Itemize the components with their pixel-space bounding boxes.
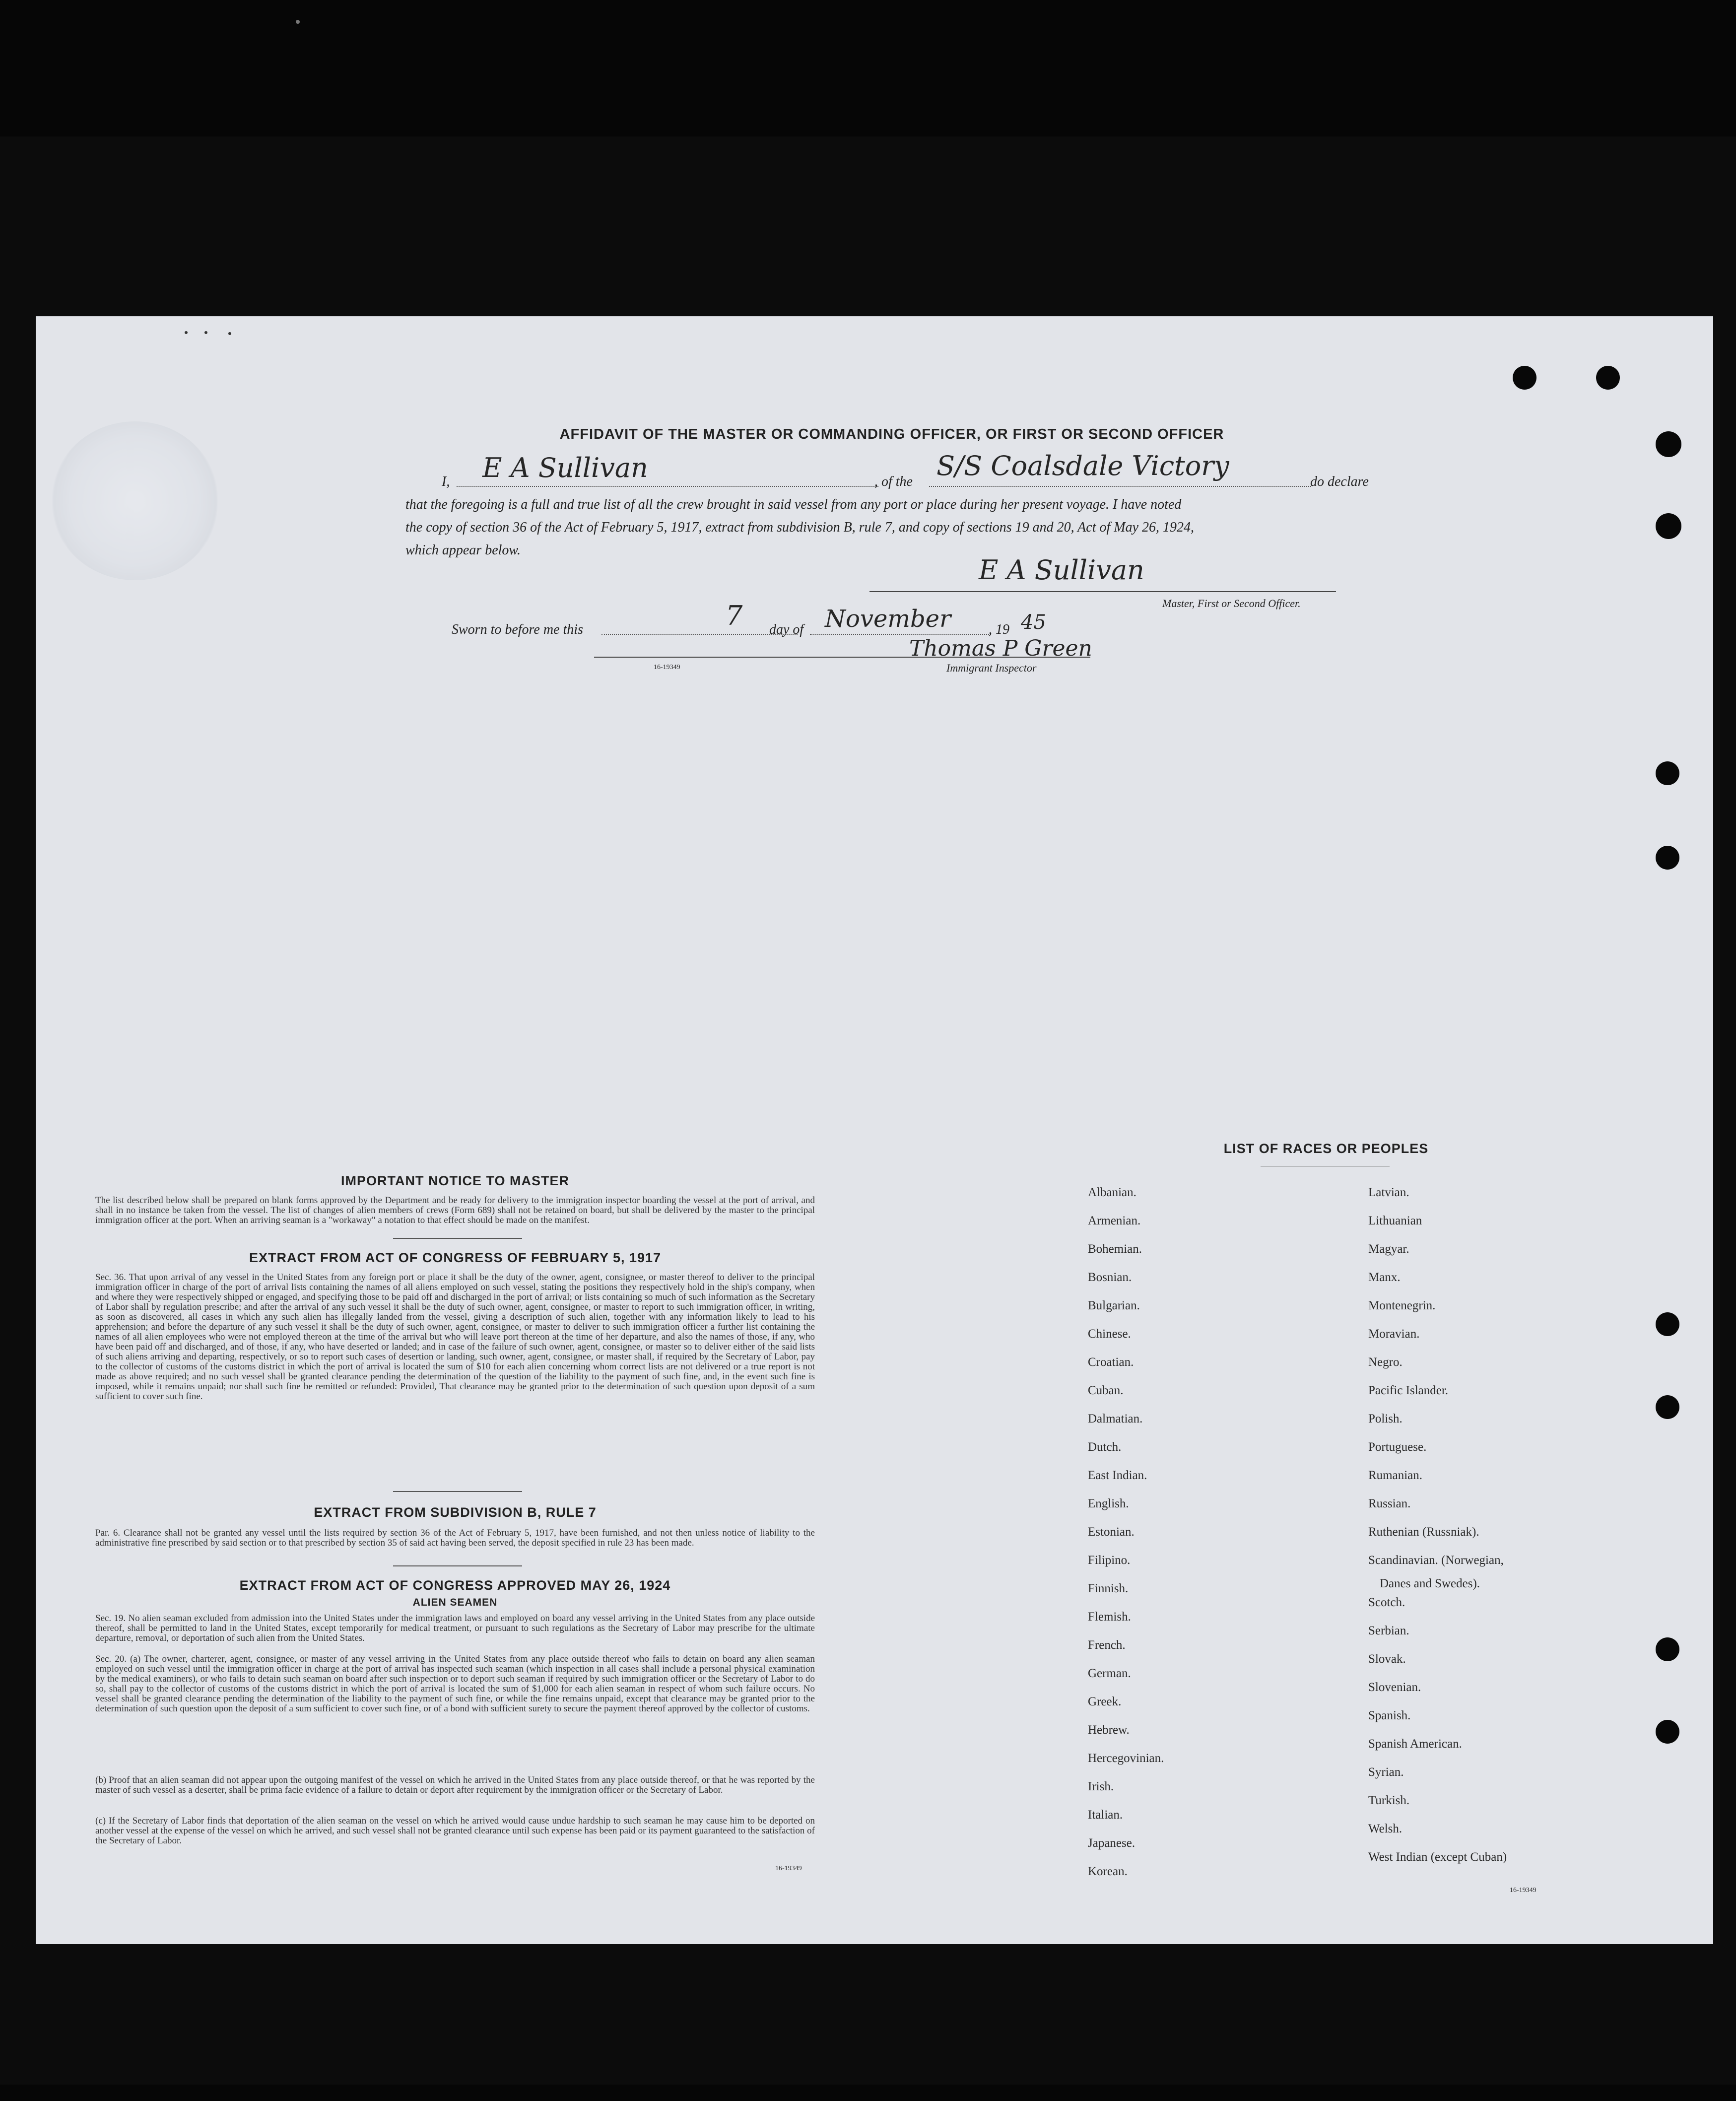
race-item: Bohemian. — [1088, 1242, 1142, 1256]
document-page — [36, 316, 1713, 1944]
race-item: Moravian. — [1368, 1327, 1420, 1341]
punch-hole — [1656, 761, 1679, 785]
races-form-number: 16-19349 — [1510, 1887, 1536, 1894]
inspector-caption: Immigrant Inspector — [946, 662, 1037, 674]
extract-1924-sec20c: (c) If the Secretary of Labor finds that deportation of the alien seaman on the vessel on which he arrived would cause undue hardship to such seaman he may cause him to be deported on another vessel at the expense of the vessel on which he arrived, and such vessel shall not be granted clearance until such expense has been paid or its payment guaranteed to the satisfaction of the Secretary of Labor. — [95, 1816, 815, 1846]
section-divider — [393, 1565, 522, 1566]
race-item: Chinese. — [1088, 1327, 1131, 1341]
bottom-dark-border — [0, 2085, 1736, 2101]
race-item: Slovenian. — [1368, 1681, 1421, 1694]
race-item: Greek. — [1088, 1695, 1122, 1708]
affidavit-statement-line-2: the copy of section 36 of the Act of February 5, 1917, extract from subdivision B, rule 7, and copy of sections 19 and 20, Act of May 26, 1924, — [405, 520, 1195, 535]
affidavit-form-number: 16-19349 — [654, 664, 680, 671]
race-item: Finnish. — [1088, 1582, 1129, 1595]
sworn-label: Sworn to before me this — [452, 622, 583, 637]
race-item: Bosnian. — [1088, 1271, 1132, 1284]
extract-1924-sec20a: Sec. 20. (a) The owner, charterer, agent, consignee, or master of any vessel arriving in the United States from any place outside thereof who fails to detain on board any alien seaman employed on such vessel until the immigration officer in charge at the port of arrival has inspected such seaman (which inspection in all cases shall include a personal physical examination by the medical examiners), or who fails to detain such seaman on board after such inspection or to deport such seaman if required by such immigration officer or the Secretary of Labor to do so, shall pay to the collector of customs of the customs district in which the port of arrival is located the sum of $1,000 for each alien seaman in respect of whom such failure occurs. No vessel shall be granted clearance pending the determination of the liability to the payment of such fine, or while the fine remains unpaid, except that clearance may be granted prior to the determination of such question upon the deposit of a sum sufficient to cover such fine, or of a bond with sufficient surety to secure the payment thereof approved by the collector of customs. — [95, 1654, 815, 1714]
punch-hole — [1656, 513, 1681, 539]
day-of-label: day of — [769, 622, 804, 637]
race-item: Croatian. — [1088, 1355, 1134, 1369]
race-item: Montenegrin. — [1368, 1299, 1436, 1312]
punch-hole — [1513, 366, 1536, 390]
race-item: Bulgarian. — [1088, 1299, 1140, 1312]
race-item: Portuguese. — [1368, 1440, 1427, 1454]
section-divider — [393, 1238, 522, 1239]
race-item: Hercegovinian. — [1088, 1752, 1164, 1765]
handwritten-name: E A Sullivan — [482, 452, 648, 483]
inspector-line — [594, 657, 1090, 658]
handwritten-month: November — [825, 605, 951, 633]
scan-speck — [228, 332, 231, 335]
race-item: Russian. — [1368, 1497, 1411, 1510]
race-item: Italian. — [1088, 1808, 1123, 1822]
year-prefix: , 19 — [989, 622, 1009, 637]
day-line — [601, 634, 798, 635]
top-dark-border — [0, 0, 1736, 136]
punch-hole — [1656, 1395, 1679, 1419]
extract-1917-text: Sec. 36. That upon arrival of any vessel in the United States from any foreign port or place it shall be the duty of the owner, agent, consignee, or master thereof to deliver to the principal immigration officer in charge of the port of arrival lists containing the names of all aliens employed on such vessel, stating the positions they respectively hold in the ship's company, when and where they were respectively shipped or engaged, and specifying those to be paid off and discharged in the port of arrival; or lists containing so much of such information as the Secretary of Labor shall by regulation prescribe; and after the arrival of any such vessel it shall be the duty of such owner, agent, consignee, or master to report to such immigration officer, in writing, as soon as discovered, all cases in which any such alien has illegally landed from the vessel, giving a description of such alien, together with any information likely to lead to his apprehension; and before the departure of any such vessel it shall be the duty of such owner, agent, consignee, or master to deliver to such immigration officer a further list containing the names of all alien employees who were not employed thereon at the time of the arrival but who will leave port thereon at the time of her departure, and also the names of those, if any, who have been paid off and discharged, and of those, if any, who have deserted or landed; and in case of the failure of such owner, agent, consignee, or master so to deliver either of the said lists of such aliens arriving and departing, respectively, or so to report such cases of desertion or landing, such owner, agent, consignee, or master shall, if required by the Secretary of Labor, pay to the collector of customs of the customs district in which the port of arrival is located the sum of $10 for each alien concerning whom correct lists are not delivered or a true report is not made as above required; and no such vessel shall be granted clearance pending the determination of the question of the liability to the payment of such fine, and, in the event such fine is imposed, while it remains unpaid; nor shall such fine be remitted or refunded: Provided, That clearance may be granted prior to the determination of such question upon deposit of a sum sufficient to cover such fine. — [95, 1272, 815, 1402]
of-the-label: , of the — [874, 474, 913, 489]
handwritten-inspector-signature: Thomas P Green — [909, 636, 1092, 661]
extract-1924-sec19: Sec. 19. No alien seaman excluded from admission into the United States under the immigration laws and employed on board any vessel arriving in the United States from any place outside thereof, shall be permitted to land in the United States, except temporarily for medical treatment, or pursuant to such regulations as the Secretary of Labor may prescribe for the ultimate departure, removal, or deportation of such alien from the United States. — [95, 1613, 815, 1643]
punch-hole — [1656, 1312, 1679, 1336]
punch-hole — [1656, 846, 1679, 870]
race-item: Dalmatian. — [1088, 1412, 1143, 1425]
extract-1917-title: EXTRACT FROM ACT OF CONGRESS OF FEBRUARY 5, 1917 — [249, 1250, 662, 1265]
punch-hole — [1656, 1720, 1679, 1744]
punch-hole — [1656, 431, 1681, 457]
handwritten-year: 45 — [1021, 611, 1046, 634]
race-item: Estonian. — [1088, 1525, 1135, 1539]
signature-caption: Master, First or Second Officer. — [1162, 597, 1301, 610]
race-item: West Indian (except Cuban) — [1368, 1850, 1507, 1864]
race-item: Lithuanian — [1368, 1214, 1422, 1227]
race-item: French. — [1088, 1638, 1126, 1652]
vessel-line — [929, 486, 1311, 487]
extract-rule7-text: Par. 6. Clearance shall not be granted any vessel until the lists required by section 36 of the Act of February 5, 1917, have been furnished, and not then unless notice of liability to the administrative fine prescribed by said section or to that prescribed by section 35 of said act having been served, the deposit specified in rule 23 has been made. — [95, 1528, 815, 1548]
race-item: Turkish. — [1368, 1794, 1410, 1807]
race-item: Flemish. — [1088, 1610, 1131, 1624]
section-divider — [393, 1491, 522, 1492]
race-item: Korean. — [1088, 1865, 1128, 1878]
race-item: Negro. — [1368, 1355, 1402, 1369]
handwritten-master-signature: E A Sullivan — [979, 554, 1144, 586]
extract-1924-subtitle: ALIEN SEAMEN — [412, 1597, 498, 1608]
races-title: LIST OF RACES OR PEOPLES — [1223, 1141, 1429, 1156]
do-declare-label: do declare — [1310, 474, 1369, 489]
scan-speck — [296, 20, 300, 24]
race-item: Scandinavian. (Norwegian, — [1368, 1554, 1504, 1567]
race-item: Pacific Islander. — [1368, 1384, 1449, 1397]
scan-speck — [204, 331, 207, 334]
race-item: Welsh. — [1368, 1822, 1402, 1835]
race-item: Cuban. — [1088, 1384, 1124, 1397]
race-item: Manx. — [1368, 1271, 1401, 1284]
race-item: Magyar. — [1368, 1242, 1409, 1256]
notice-title: IMPORTANT NOTICE TO MASTER — [341, 1173, 569, 1188]
i-label: I, — [442, 474, 450, 489]
extract-form-number: 16-19349 — [775, 1865, 802, 1872]
race-item: Slovak. — [1368, 1652, 1406, 1666]
race-item: Latvian. — [1368, 1186, 1409, 1199]
handwritten-vessel: S/S Coalsdale Victory — [936, 450, 1229, 481]
race-item: Polish. — [1368, 1412, 1402, 1425]
extract-1924-sec20b: (b) Proof that an alien seaman did not appear upon the outgoing manifest of the vessel on which he arrived in the United States from any place outside thereof, or that he was reported by the master of such vessel as a deserter, shall be prima facie evidence of a failure to detain or deport after requirement by the immigration officer or the Secretary of Labor. — [95, 1775, 815, 1795]
race-item: Albanian. — [1088, 1186, 1136, 1199]
race-item: Irish. — [1088, 1780, 1114, 1793]
race-scandinavian-continued: Danes and Swedes). — [1380, 1577, 1480, 1590]
extract-1924-title: EXTRACT FROM ACT OF CONGRESS APPROVED MAY 26, 1924 — [239, 1578, 671, 1593]
race-item: Serbian. — [1368, 1624, 1409, 1637]
race-item: Ruthenian (Russniak). — [1368, 1525, 1479, 1539]
race-item: Dutch. — [1088, 1440, 1122, 1454]
race-item: German. — [1088, 1667, 1131, 1680]
month-line — [810, 634, 991, 635]
race-item: Armenian. — [1088, 1214, 1141, 1227]
race-item: Syrian. — [1368, 1765, 1404, 1779]
signature-line — [869, 591, 1336, 592]
punch-hole — [1656, 1637, 1679, 1661]
race-item: Scotch. — [1368, 1596, 1405, 1609]
race-item: Spanish American. — [1368, 1737, 1462, 1751]
name-line — [457, 486, 878, 487]
race-item: English. — [1088, 1497, 1129, 1510]
scan-speck — [185, 331, 188, 334]
race-item: Spanish. — [1368, 1709, 1411, 1722]
extract-rule7-title: EXTRACT FROM SUBDIVISION B, RULE 7 — [314, 1505, 597, 1520]
punch-hole — [1596, 366, 1620, 390]
race-item: Rumanian. — [1368, 1469, 1423, 1482]
race-item: East Indian. — [1088, 1469, 1147, 1482]
affidavit-title: AFFIDAVIT OF THE MASTER OR COMMANDING OFFICER, OR FIRST OR SECOND OFFICER — [559, 426, 1224, 442]
handwritten-day: 7 — [726, 600, 743, 631]
affidavit-statement-line-3: which appear below. — [405, 542, 521, 558]
embossed-seal — [51, 421, 219, 580]
affidavit-statement-line-1: that the foregoing is a full and true list of all the crew brought in said vessel from any port or place during her present voyage. I have noted — [405, 497, 1182, 512]
notice-text: The list described below shall be prepared on blank forms approved by the Department and be ready for delivery to the immigration inspector boarding the vessel at the port of arrival, and shall in no instance be taken from the vessel. The list of changes of alien members of crews (Form 689) shall not be retained on board, but shall be delivered by the master to the principal immigration officer at the port. When an arriving seaman is a "workaway" a notation to that effect should be made on the manifest. — [95, 1195, 815, 1225]
race-item: Japanese. — [1088, 1836, 1135, 1850]
race-item: Hebrew. — [1088, 1723, 1130, 1737]
race-item: Filipino. — [1088, 1554, 1131, 1567]
